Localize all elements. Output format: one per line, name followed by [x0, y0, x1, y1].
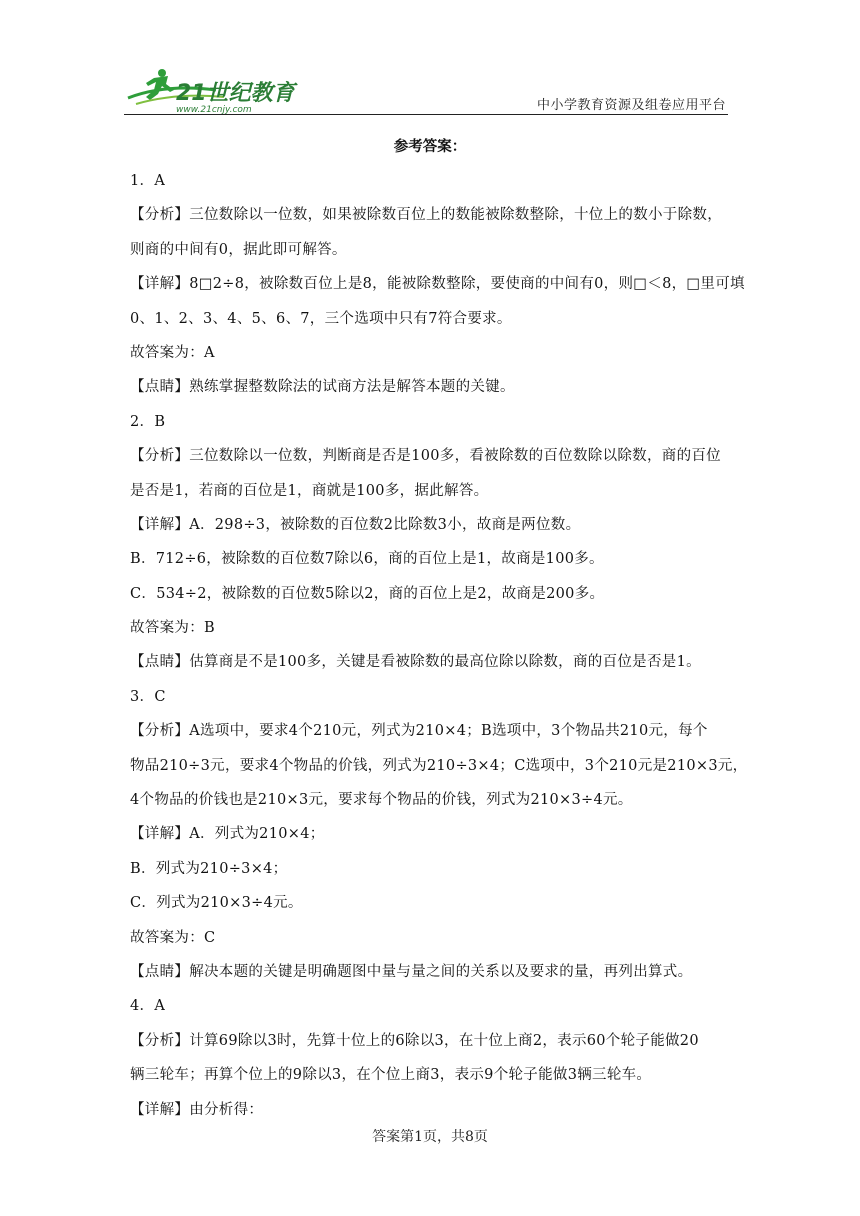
answer-line: C．534÷2，被除数的百位数5除以2，商的百位上是2，故商是200多。 — [130, 585, 605, 602]
answer-line: 故答案为：B — [130, 620, 215, 637]
platform-label: 中小学教育资源及组卷应用平台 — [536, 98, 726, 113]
answer-line: B．712÷6，被除数的百位数7除以6，商的百位上是1，故商是100多。 — [130, 551, 604, 568]
answer-content — [130, 130, 748, 1127]
answer-line: 【详解】A．列式为210×4； — [130, 826, 325, 843]
answer-line: 【分析】计算69除以3时，先算十位上的6除以3，在十位上商2，表示60个轮子能做20 — [130, 1032, 699, 1049]
answer-lines — [130, 164, 748, 1127]
answer-line: 【详解】A．298÷3，被除数的百位数2比除数3小，故商是两位数。 — [130, 516, 581, 533]
answer-line: 【分析】三位数除以一位数，如果被除数百位上的数能被除数整除，十位上的数小于除数， — [130, 207, 722, 224]
answer-line: 【详解】由分析得： — [130, 1101, 264, 1118]
answer-line: 2．B — [130, 413, 166, 430]
page-title: 参考答案： — [393, 138, 467, 155]
header-divider — [124, 114, 728, 115]
answer-line: 4．A — [130, 998, 166, 1015]
answer-line: 【点睛】解决本题的关键是明确题图中量与量之间的关系以及要求的量，再列出算式。 — [130, 963, 693, 980]
page-footer: 答案第1页，共8页 — [372, 1129, 488, 1145]
logo-url: www.21cnjy.com — [176, 105, 252, 115]
answer-line: 3．C — [130, 688, 166, 705]
answer-line: 【点睛】估算商是不是100多，关键是看被除数的最高位除以除数，商的百位是否是1。 — [130, 654, 701, 671]
answer-line: 【点睛】熟练掌握整数除法的试商方法是解答本题的关键。 — [130, 379, 515, 396]
logo-21cnjy-icon — [124, 64, 324, 116]
answer-line: 【分析】三位数除以一位数，判断商是否是100多，看被除数的百位数除以除数，商的百位 — [130, 448, 721, 465]
answer-line: C．列式为210×3÷4元。 — [130, 895, 303, 912]
answer-line: 故答案为：A — [130, 344, 215, 361]
answer-line: 4个物品的价钱也是210×3元，要求每个物品的价钱，列式为210×3÷4元。 — [130, 792, 633, 809]
answer-line: 故答案为：C — [130, 929, 216, 946]
answer-line: 【详解】8□2÷8，被除数百位上是8，能被除数整除，要使商的中间有0，则□＜8，□里可填 — [130, 276, 745, 293]
page-header — [124, 64, 728, 116]
answer-line: 【分析】A选项中，要求4个210元，列式为210×4；B选项中，3个物品共210元，每个 — [130, 723, 708, 740]
answer-line: 1．A — [130, 173, 166, 189]
answer-line: 0、1、2、3、4、5、6、7，三个选项中只有7符合要求。 — [130, 310, 512, 327]
answer-line: B．列式为210÷3×4； — [130, 860, 288, 877]
logo-text: 21世纪教育 — [176, 81, 295, 106]
answer-line: 辆三轮车；再算个位上的9除以3，在个位上商3，表示9个轮子能做3辆三轮车。 — [130, 1067, 652, 1084]
answer-line: 物品210÷3元，要求4个物品的价钱，列式为210÷3×4；C选项中，3个210元是210×3元， — [130, 757, 748, 774]
answer-line: 是否是1，若商的百位是1，商就是100多，据此解答。 — [130, 482, 489, 499]
answer-line: 则商的中间有0，据此即可解答。 — [130, 241, 347, 258]
